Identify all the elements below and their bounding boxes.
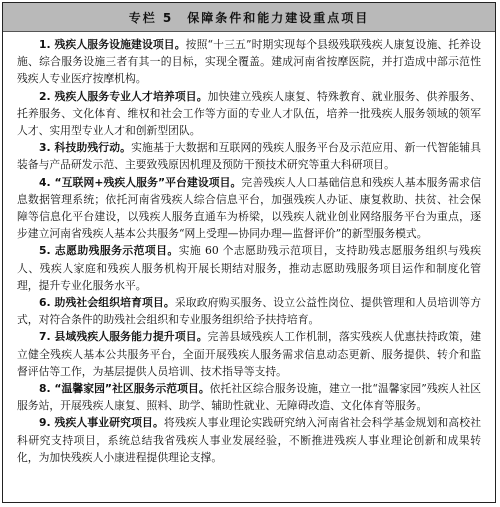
list-item: [17, 139, 481, 173]
item-title: 1. 残疾人服务设施建设项目。: [39, 38, 186, 51]
item-text: 将残疾人事业理论实践研究纳入河南省社会科学基金规划和高校社科研究支持项目，系统总结我省残疾人事业发展经验，不断推进残疾人事业理论创新和成果转化，为加快残疾人小康进程提供理论支撑。: [17, 416, 481, 464]
item-text: 实施基于大数据和互联网的残疾人服务平台及示范应用、新一代智能辅具装备与产品研发示范、主要致残原因机理及预防干预技术研究等重大科研项目。: [17, 141, 481, 172]
list-item: [17, 294, 481, 328]
item-title: 7. 县域残疾人服务能力提升项目。: [39, 330, 208, 344]
list-item: [17, 328, 481, 380]
item-title: 5. 志愿助残服务示范项目。: [39, 244, 179, 258]
list-item: [17, 88, 481, 140]
item-title: 9. 残疾人事业研究项目。: [39, 416, 164, 430]
list-item: [17, 174, 481, 243]
item-title: 4. “互联网+残疾人服务”平台建设项目。: [39, 175, 242, 189]
box-title: [3, 3, 495, 32]
list-item: [17, 36, 481, 88]
item-text: 采取政府购买服务、设立公益性岗位、提供管理和人员培训等方式，对符合条件的助残社会组织和专业服务组织给予扶持培育。: [17, 296, 482, 327]
item-text: 加快建立残疾人康复、特殊教育、就业服务、供养服务、托养服务、文化体育、维权和社会工作等方面的专业人才队伍，培养一批残疾人服务领域的领军人才、实用型专业人才和创新型团队。: [17, 89, 482, 138]
item-list: [3, 32, 495, 466]
item-text: 依托社区综合服务设施，建立一批“温馨家园”残疾人社区服务站，开展残疾人康复、照料、助学、辅助性就业、无障碍改造、文化体育等服务。: [17, 382, 481, 413]
item-title: 2. 残疾人服务专业人才培养项目。: [39, 89, 208, 103]
list-item: [17, 380, 481, 414]
list-item: [17, 414, 481, 466]
box-title-text: 专栏 5 保障条件和能力建设重点项目: [128, 10, 370, 25]
item-title: 8. “温馨家园”社区服务示范项目。: [39, 382, 210, 396]
item-text: 完善残疾人人口基础信息和残疾人基本服务需求信息数据管理系统；依托河南省残疾人综合信息平台，加强残疾人办证、康复救助、扶贫、社会保障等信息化平台建设，以残疾人服务直通车为桥梁，以残疾人就业创业网络服务平台为重点，逐步建立河南省残疾人基本公共服务“网上受理—协同办理—监督评价”的新型服务模式。: [17, 175, 481, 241]
item-text: 按照“十三五”时期实现每个县级残联残疾人康复设施、托养设施、综合服务设施三者有其一的目标，实现全覆盖。建成河南省按摩医院，并打造成中部示范性残疾人专业医疗按摩机构。: [17, 38, 481, 86]
item-title: 6. 助残社会组织培育项目。: [39, 296, 175, 310]
item-text: 完善县域残疾人工作机制，落实残疾人优惠扶持政策，建立健全残疾人基本公共服务平台，全面开展残疾人服务需求信息动态更新、服务提供、转介和监督评估等工作，为基层提供人员培训、技术指导等支持。: [17, 330, 482, 378]
list-item: [17, 242, 481, 294]
item-text: 实施 60 个志愿助残示范项目，支持助残志愿服务组织与残疾人、残疾人家庭和残疾人服务机构开展长期结对服务，推动志愿助残服务项目运作和制度化管理，提升专业化服务水平。: [17, 244, 482, 292]
item-title: 3. 科技助残行动。: [39, 141, 132, 155]
project-box: [2, 2, 496, 503]
